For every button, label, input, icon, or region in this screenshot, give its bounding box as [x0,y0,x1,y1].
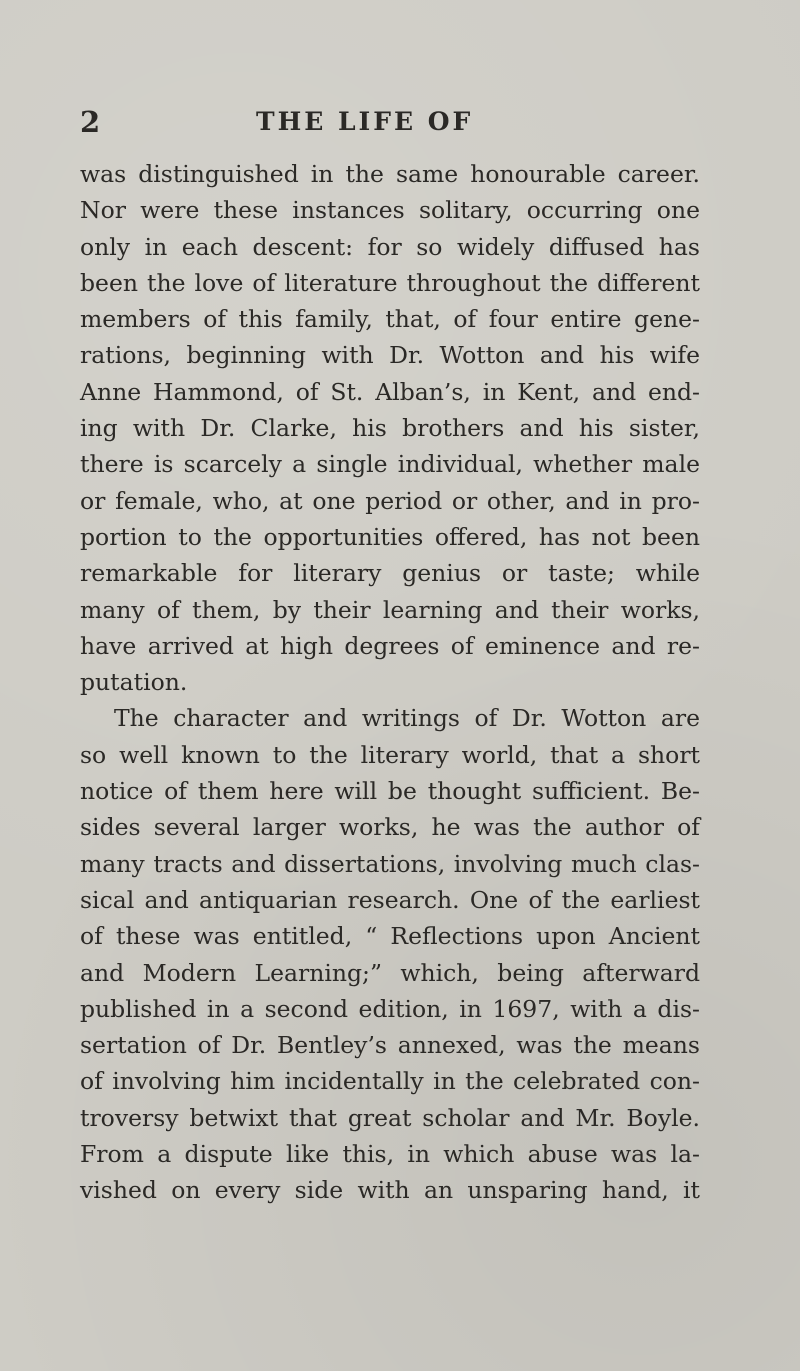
text-line: ing with Dr. Clarke, his brothers and his sister, [80,414,700,443]
text-line: so well known to the literary world, that a short [80,740,700,769]
text-line: was distinguished in the same honourable career. [80,160,700,188]
running-head: THE LIFE OF [256,107,474,136]
text-line: Anne Hammond, of St. Alban’s, in Kent, and end- [80,377,700,406]
text-line: Nor were these instances solitary, occurring one [80,196,700,225]
text-line: many of them, by their learning and their works, [80,595,700,624]
text-line: published in a second edition, in 1697, with a dis- [80,994,700,1023]
text-line: only in each descent: for so widely diffused has [80,232,700,261]
text-line: notice of them here will be thought sufficient. Be- [80,777,700,806]
page-header [0,104,800,140]
text-line: putation. [80,668,188,697]
text-line: From a dispute like this, in which abuse was la- [80,1140,700,1169]
page-number: 2 [80,105,101,139]
text-line: vished on every side with an unsparing hand, it [80,1176,700,1205]
text-line: have arrived at high degrees of eminence and re- [80,631,700,660]
text-line: many tracts and dissertations, involving much clas- [80,849,700,878]
text-line: remarkable for literary genius or taste; while [80,559,700,588]
text-line: sertation of Dr. Bentley’s annexed, was the means [80,1031,700,1060]
text-line: members of this family, that, of four entire gene- [80,305,700,334]
text-line: troversy betwixt that great scholar and Mr. Boyle. [80,1103,700,1132]
text-line: rations, beginning with Dr. Wotton and his wife [80,341,700,370]
text-line: and Modern Learning;” which, being afterward [80,958,700,987]
body-text [80,156,700,1209]
text-line: The character and writings of Dr. Wotton are [114,704,700,733]
text-line: sical and antiquarian research. One of the earliest [80,885,700,914]
text-line: there is scarcely a single individual, whether male [80,450,700,479]
text-line: or female, who, at one period or other, and in pro- [80,486,700,515]
text-line: portion to the opportunities offered, has not been [80,522,700,551]
text-line: sides several larger works, he was the author of [80,813,700,842]
text-line: of involving him incidentally in the celebrated con- [80,1067,700,1096]
text-line: of these was entitled, “ Reflections upon Ancient [80,922,700,951]
text-line: been the love of literature throughout the different [80,268,700,297]
